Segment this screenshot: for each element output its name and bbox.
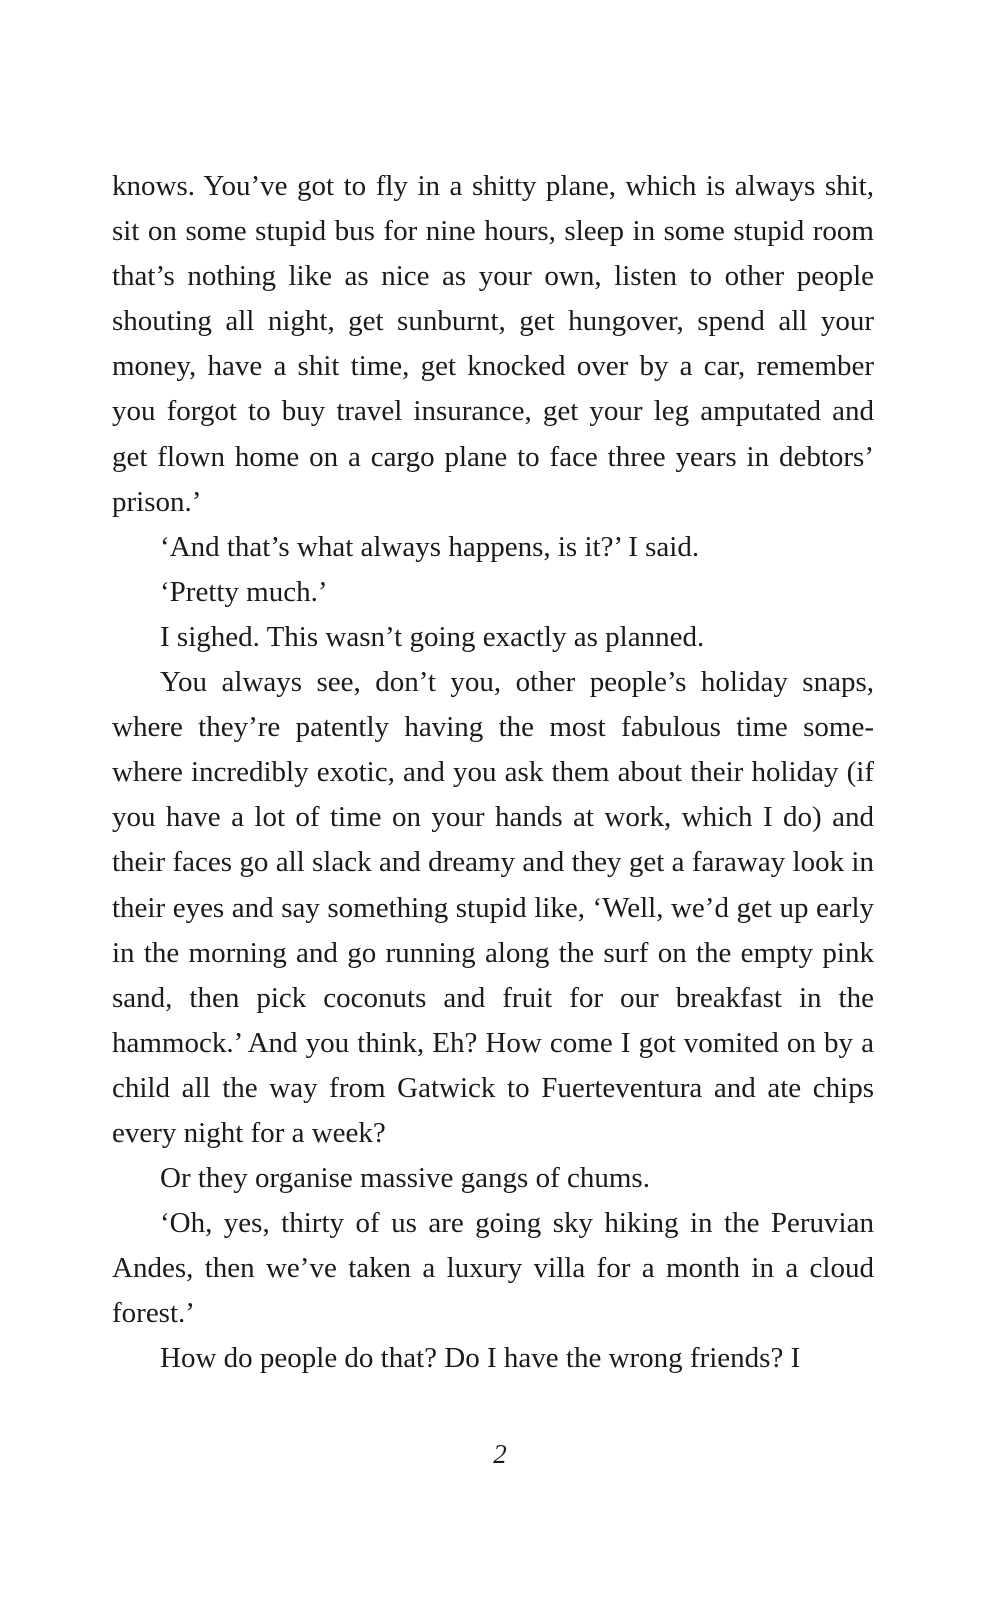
- paragraph-peruvian-andes: ‘Oh, yes, thirty of us are going sky hiking in the Peruvian Andes, then we’ve taken a luxury villa for a month in a cloud forest.’: [112, 1207, 874, 1330]
- paragraph-holiday-snaps: You always see, don’t you, other people’s holiday snaps, where they’re patently having the most fabulous time some-where incredibly exotic, and you ask them about their holiday (if you have a lot of time on your hands at work, which I do) and their faces go all slack and dreamy and they get a faraway look in their eyes and say something stupid like, ‘Well, we’d get up early in the morning and go running along the surf on the empty pink sand, then pick coconuts and fruit for our breakfast in the hammock.’ And you think, Eh? How come I got vomited on by a child all the way from Gatwick to Fuerteventura and ate chips every night for a week?: [112, 666, 874, 1149]
- paragraph-wrong-friends: How do people do that? Do I have the wrong friends? I: [160, 1342, 801, 1375]
- paragraph-sigh: I sighed. This wasn’t going exactly as planned.: [160, 620, 705, 653]
- paragraph-dialogue-reply: ‘Pretty much.’: [160, 575, 328, 608]
- paragraph-dialogue-question: ‘And that’s what always happens, is it?’ I said.: [160, 530, 700, 563]
- paragraph-continuation: knows. You’ve got to fly in a shitty plane, which is always shit, sit on some stupid bus for nine hours, sleep in some stupid room that’s nothing like as nice as your own, listen to other people shouting all night, get sunburnt, get hungover, spend all your money, have a shit time, get knocked over by a car, remember you forgot to buy travel insurance, get your leg amputated and get flown home on a cargo plane to face three years in debtors’ prison.’: [112, 170, 874, 518]
- paragraph-gangs-of-chums: Or they organise massive gangs of chums.: [160, 1162, 650, 1195]
- body-text: [112, 164, 874, 1382]
- page-number: 2: [493, 1439, 507, 1469]
